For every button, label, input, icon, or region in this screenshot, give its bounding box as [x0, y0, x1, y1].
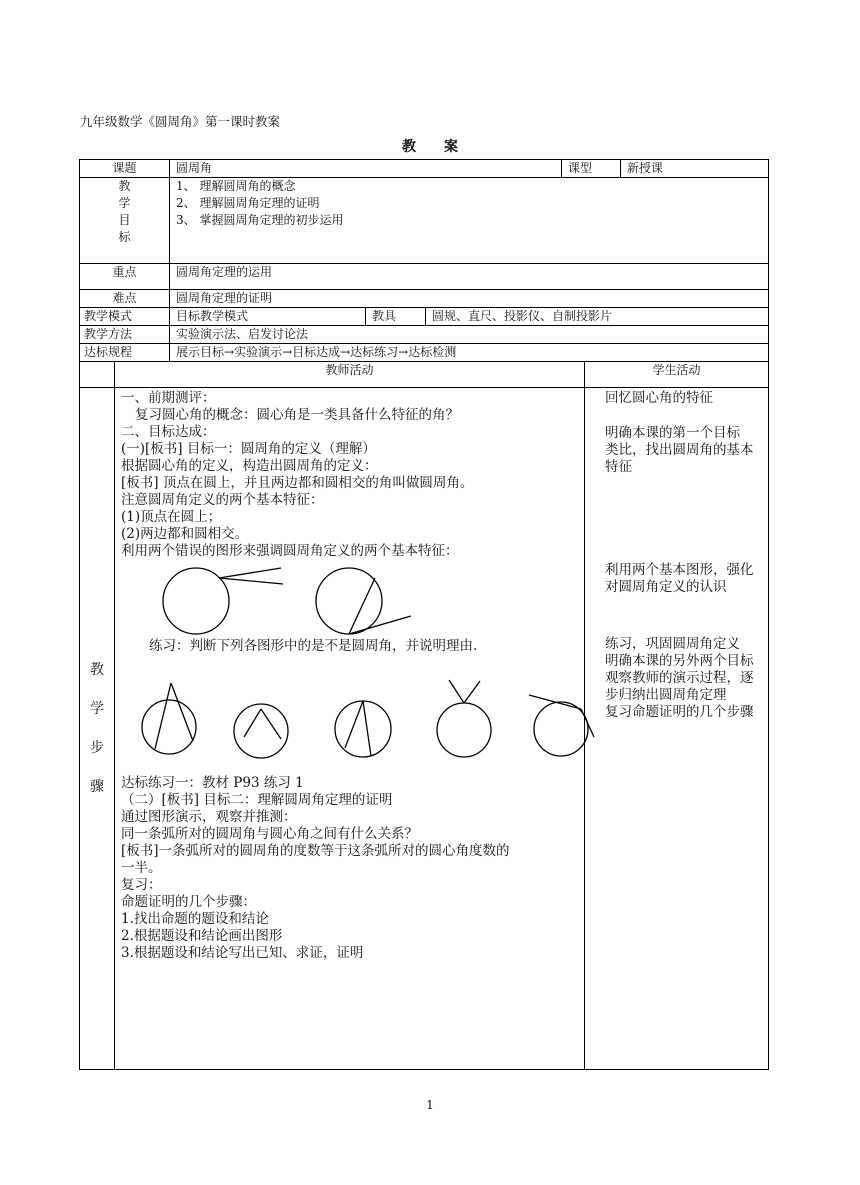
lesson-plan-table [79, 159, 769, 1070]
student-note: 练习，巩固圆周角定义 [605, 636, 741, 652]
figure-circle [534, 702, 588, 756]
teacher-line: 利用两个错误的图形来强调圆周角定义的两个基本特征： [121, 543, 459, 559]
student-note: 类比，找出圆周角的基本特征 [605, 442, 754, 475]
document-title: 教案 [402, 139, 486, 155]
student-note: 回忆圆心角的特征 [605, 390, 714, 406]
teacher-line: 复习： [121, 877, 162, 893]
figure-line [244, 709, 261, 737]
teacher-line: 命题证明的几个步骤： [121, 894, 256, 910]
tools-label: 教具 [366, 308, 426, 326]
topic-value: 圆周角 [170, 160, 562, 178]
student-note: 明确本课的第一个目标 [605, 425, 741, 441]
student-note: 明确本课的另外两个目标 [605, 653, 754, 669]
route-label: 达标规程 [80, 344, 170, 362]
goal-item: 2、 理解圆周角定理的证明 [176, 196, 320, 210]
method-value: 实验演示法、启发讨论法 [170, 326, 769, 344]
type-value: 新授课 [621, 160, 769, 178]
teacher-line: (1)顶点在圆上； [121, 509, 222, 525]
activity-header-row [80, 362, 769, 388]
key-row [80, 264, 769, 290]
figure-line [449, 680, 464, 703]
goals-row [80, 178, 769, 264]
figure-line [171, 683, 193, 741]
figure-circle [437, 703, 491, 757]
topic-row [80, 160, 769, 178]
figure-line [345, 701, 363, 748]
mode-value: 目标教学模式 [170, 308, 366, 326]
difficulty-label: 难点 [80, 290, 170, 308]
document-header: 九年级数学《圆周角》第一课时教案 [80, 114, 281, 129]
teacher-line: 达标练习一：教材 P93 练习 1 [121, 775, 304, 791]
route-row [80, 344, 769, 362]
teacher-line: 二、目标达成： [121, 424, 216, 440]
type-label: 课型 [562, 160, 621, 178]
teacher-line: (2)两边都和圆相交。 [121, 526, 249, 542]
goals-label: 教 学 目 标 [80, 178, 170, 264]
method-label: 教学方法 [80, 326, 170, 344]
teacher-line: 1.找出命题的题设和结论 [121, 911, 269, 927]
figure-line [464, 681, 480, 703]
difficulty-value: 圆周角定理的证明 [170, 290, 769, 308]
mode-label: 教学模式 [80, 308, 170, 326]
key-value: 圆周角定理的运用 [170, 264, 769, 290]
goal-item: 3、 掌握圆周角定理的初步运用 [176, 213, 344, 227]
wrong-angle-figures [161, 566, 421, 636]
figure-circle [234, 704, 288, 758]
teacher-line: [板书] 顶点在圆上，并且两边都和圆相交的角叫做圆周角。 [121, 475, 474, 491]
teacher-header: 教师活动 [115, 362, 585, 388]
teacher-line: 3.根据题设和结论写出已知、求证，证明 [121, 945, 364, 961]
teacher-line: 通过图形演示，观察并推测： [121, 809, 297, 825]
figure-line [363, 701, 371, 756]
teacher-line: 复习圆心角的概念：圆心角是一类具备什么特征的角？ [135, 407, 459, 423]
figure-line [219, 578, 283, 584]
student-header: 学生活动 [585, 362, 769, 388]
figure-line [155, 683, 171, 749]
method-row [80, 326, 769, 344]
route-value: 展示目标→实验演示→目标达成→达标练习→达标检测 [170, 344, 769, 362]
teacher-line: 2.根据题设和结论画出图形 [121, 928, 283, 944]
teacher-line: （二）[板书] 目标二：理解圆周角定理的证明 [121, 792, 393, 808]
mode-row [80, 308, 769, 326]
student-note: 观察教师的演示过程，逐步归纳出圆周角定理 [605, 670, 754, 703]
teacher-line: 同一条弧所对的圆周角与圆心角之间有什么关系？ [121, 826, 418, 842]
difficulty-row [80, 290, 769, 308]
teacher-line: (一)[板书] 目标一：圆周角的定义（理解） [121, 441, 376, 457]
figure-circle [316, 568, 382, 634]
figure-line [349, 616, 411, 634]
teacher-line: 练习：判断下列各图形中的是不是圆周角，并说明理由. [149, 638, 478, 654]
topic-label: 课题 [80, 160, 170, 178]
steps-label: 教 学 步 骤 [80, 388, 115, 1070]
teacher-line: 注意圆周角定义的两个基本特征： [121, 492, 324, 508]
student-note: 复习命题证明的几个步骤 [605, 704, 754, 720]
teacher-line: 一半。 [121, 860, 162, 876]
goal-item: 1、 理解圆周角的概念 [176, 179, 296, 193]
tools-value: 圆规、直尺、投影仪、自制投影片 [426, 308, 769, 326]
goals-list [170, 178, 769, 264]
figure-circle [335, 701, 391, 757]
teacher-activity [115, 388, 585, 1070]
steps-row [80, 388, 769, 1070]
student-note: 利用两个基本图形，强化对圆周角定义的认识 [605, 562, 754, 595]
empty-cell [80, 362, 115, 388]
teacher-line: [板书]一条弧所对的圆周角的度数等于这条弧所对的圆心角度数的 [121, 843, 510, 859]
page-number: 1 [426, 1098, 434, 1112]
teacher-line: 根据圆心角的定义，构造出圆周角的定义： [121, 458, 378, 474]
exercise-figures [131, 675, 601, 765]
figure-line [219, 568, 281, 578]
teacher-line: 一、前期测评： [121, 390, 216, 406]
student-activity [585, 388, 769, 1070]
figure-line [261, 709, 281, 739]
key-label: 重点 [80, 264, 170, 290]
figure-line [529, 695, 581, 709]
